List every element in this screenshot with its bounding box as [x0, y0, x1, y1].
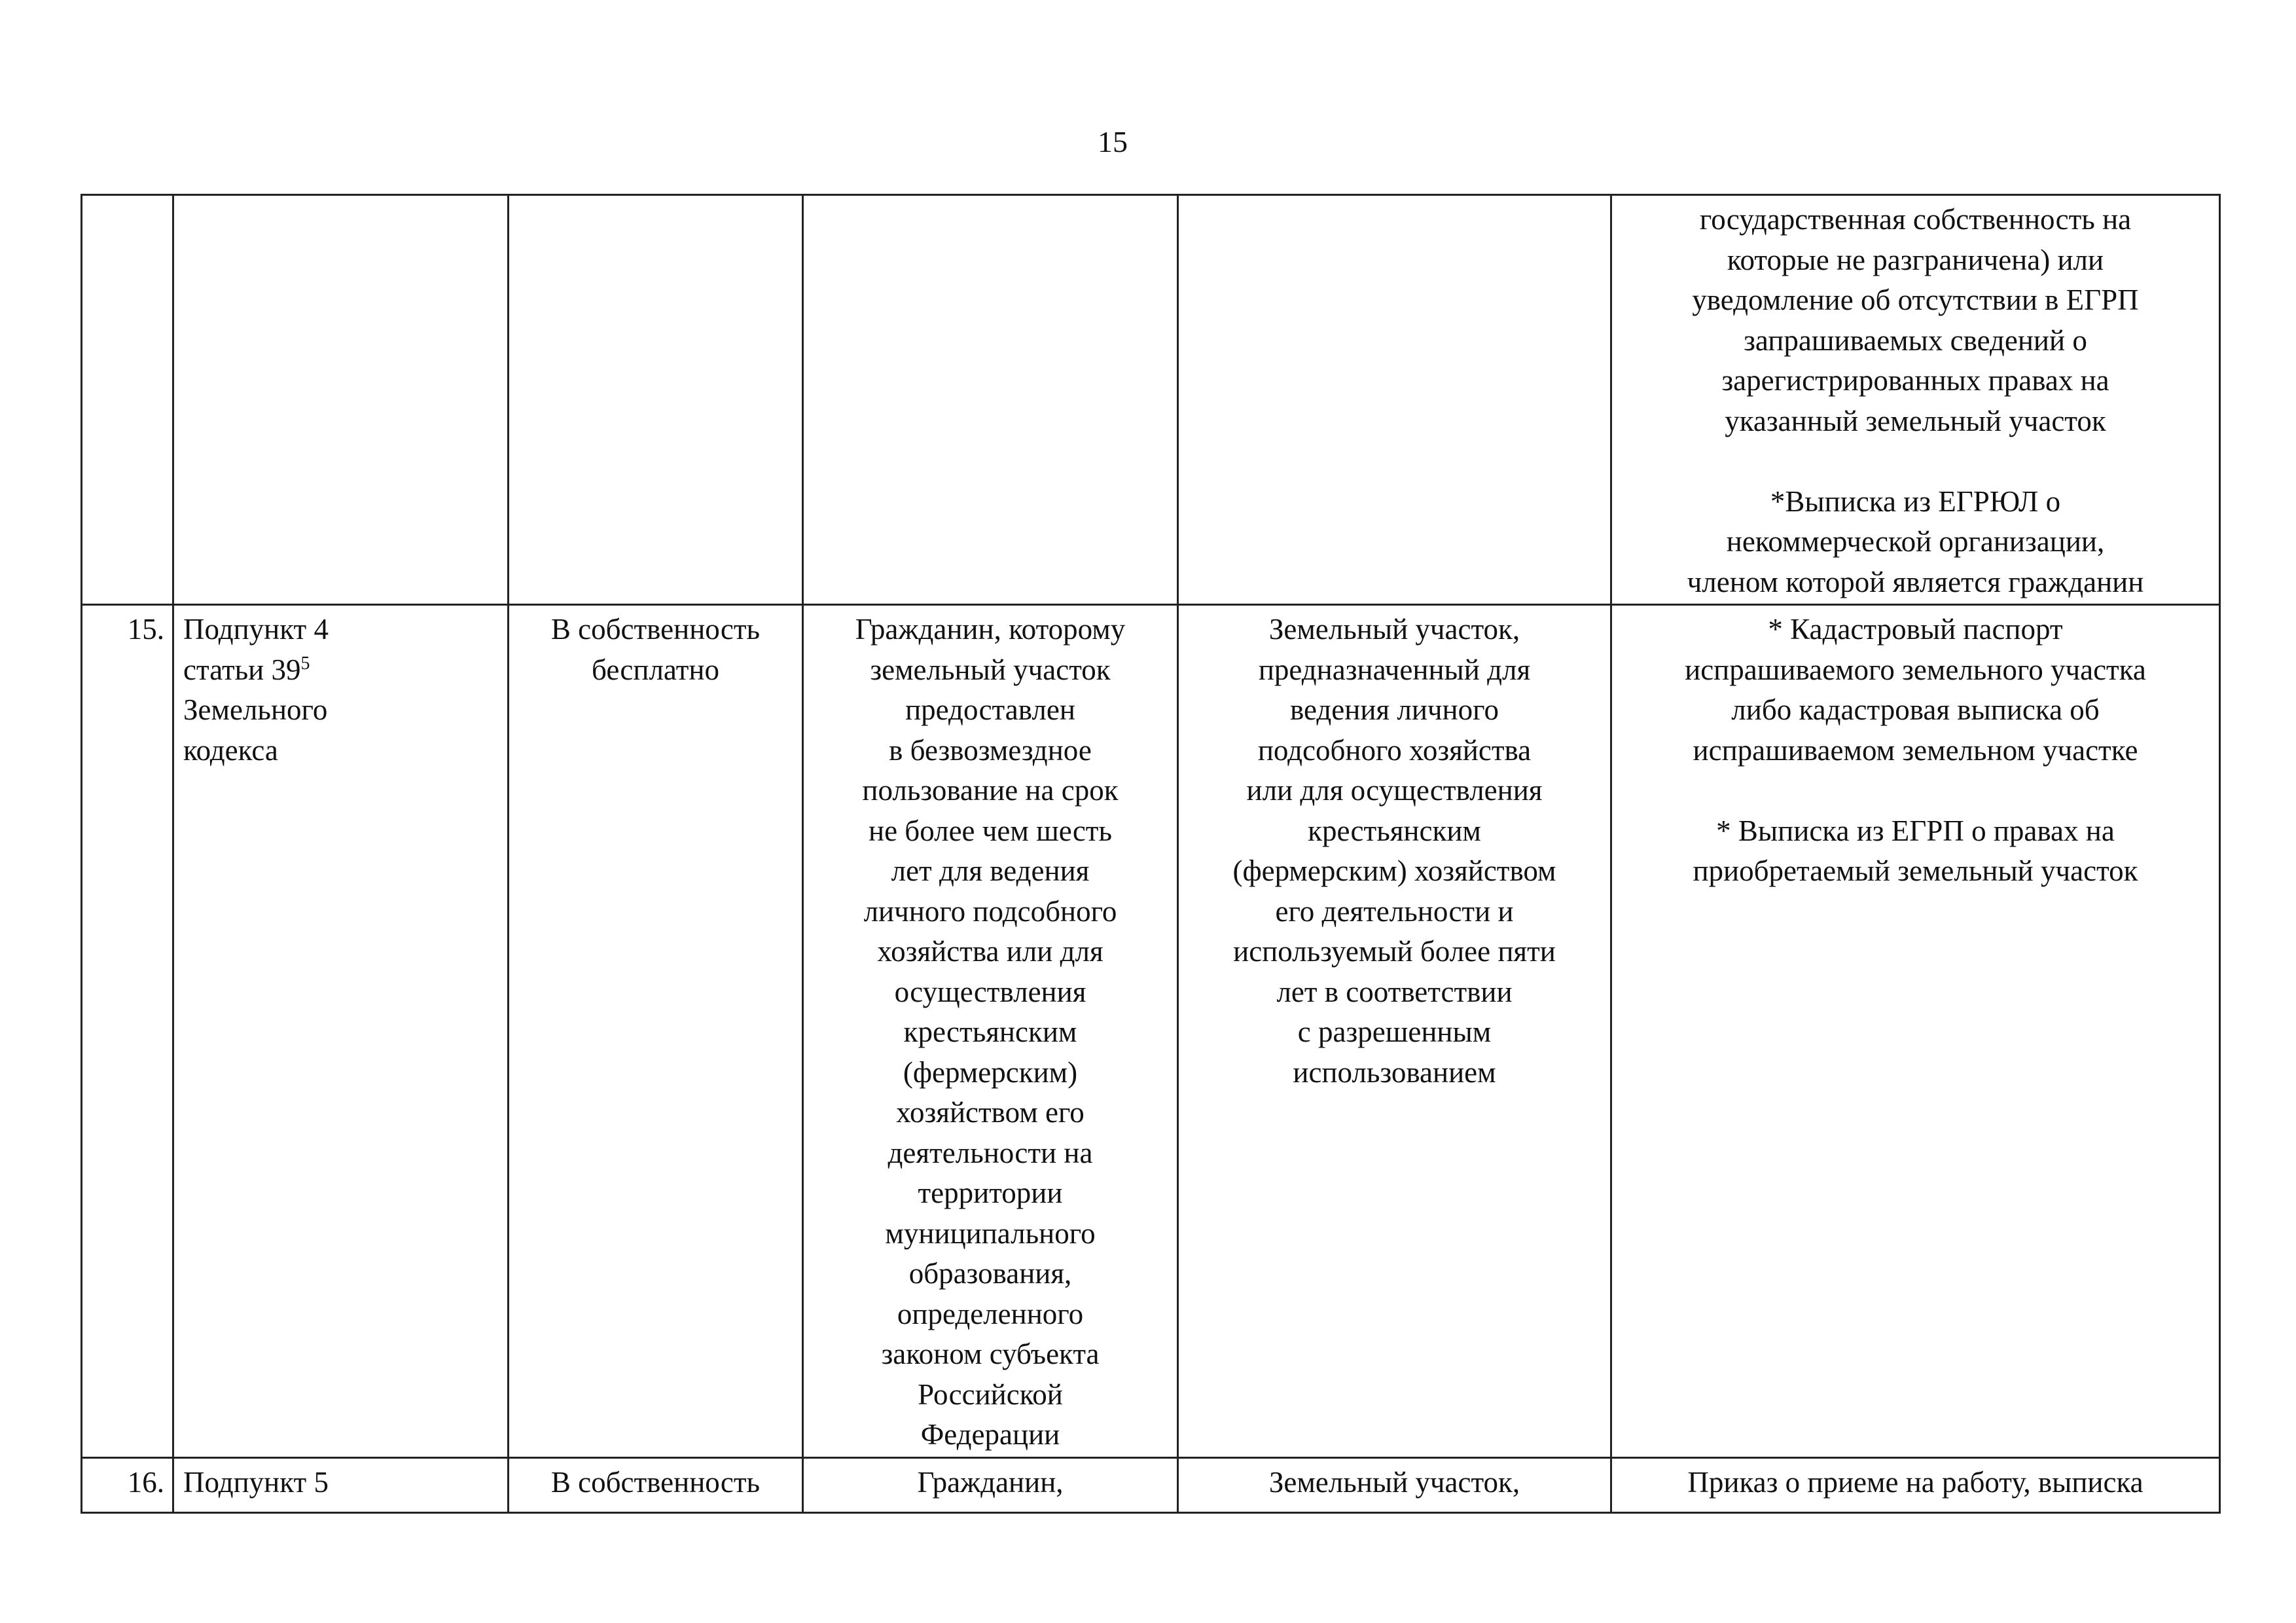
- land-provision-table: [81, 194, 2221, 1514]
- legal-basis-cell: [173, 195, 509, 605]
- applicant-line: лет для ведения: [891, 854, 1090, 887]
- document-line: уведомление об отсутствии в ЕГРП: [1692, 283, 2139, 316]
- applicant-line: Российской: [918, 1377, 1063, 1411]
- applicant-line: Федерации: [920, 1418, 1060, 1451]
- applicant-line: не более чем шесть: [869, 814, 1112, 847]
- page-number: 15: [1098, 125, 1128, 158]
- land-plot-line: использованием: [1293, 1055, 1496, 1089]
- required-documents-cell: [1611, 195, 2220, 605]
- table-row: [82, 195, 2220, 605]
- applicant-line: деятельности на: [888, 1136, 1093, 1169]
- applicant-line: крестьянским: [903, 1015, 1077, 1048]
- applicant-line: муниципального: [885, 1216, 1096, 1250]
- land-plot-line: (фермерским) хозяйством: [1232, 854, 1556, 887]
- legal-basis-line: Подпункт 4: [183, 613, 329, 646]
- applicant-line: (фермерским): [903, 1055, 1078, 1089]
- required-documents-cell: [1611, 1457, 2220, 1512]
- legal-basis-line: Подпункт 5: [183, 1465, 329, 1499]
- right-type-line: В собственность: [550, 613, 761, 646]
- applicant-line: образования,: [908, 1257, 1072, 1290]
- land-plot-line: крестьянским: [1308, 814, 1481, 847]
- applicant-line: определенного: [897, 1297, 1084, 1330]
- right-type-line: В собственность: [550, 1465, 761, 1499]
- document-line: указанный земельный участок: [1725, 404, 2106, 437]
- legal-basis-line: кодекса: [183, 733, 278, 767]
- document-line: которые не разграничена) или: [1727, 243, 2104, 276]
- applicant-line: предоставлен: [905, 693, 1075, 726]
- document-line: * Выписка из ЕГРП о правах на: [1716, 814, 2115, 847]
- applicant-cell: [803, 605, 1178, 1458]
- land-plot-line: ведения личного: [1290, 693, 1499, 726]
- document-line: членом которой является гражданин: [1687, 565, 2144, 598]
- applicant-line: хозяйства или для: [877, 935, 1103, 968]
- applicant-line: в безвозмездное: [889, 733, 1092, 767]
- applicant-line: Гражданин,: [917, 1465, 1064, 1499]
- applicant-line: законом субъекта: [881, 1338, 1100, 1370]
- table-row: [82, 605, 2220, 1458]
- land-plot-line: используемый более пяти: [1233, 935, 1556, 968]
- land-plot-cell: [1178, 605, 1611, 1458]
- document-line: либо кадастровая выписка об: [1731, 693, 2100, 726]
- applicant-line: земельный участок: [870, 653, 1111, 686]
- applicant-line: личного подсобного: [863, 894, 1117, 928]
- applicant-line: территории: [918, 1176, 1063, 1209]
- document-line: зарегистрированных правах на: [1721, 364, 2109, 397]
- applicant-line: хозяйством его: [896, 1096, 1085, 1129]
- applicant-line: Гражданин, которому: [855, 613, 1126, 646]
- document-line: испрашиваемого земельного участка: [1685, 653, 2146, 686]
- legal-basis-cell: [173, 605, 509, 1458]
- applicant-line: пользование на срок: [862, 774, 1119, 807]
- right-type-cell: [509, 605, 803, 1458]
- legal-basis-line: статьи $39^5$: [183, 653, 310, 686]
- row-number-cell: [82, 195, 173, 605]
- table-row: [82, 1457, 2220, 1512]
- document-line: приобретаемый земельный участок: [1693, 854, 2138, 887]
- land-plot-cell: [1178, 1457, 1611, 1512]
- document-line: некоммерческой организации,: [1726, 525, 2105, 558]
- land-plot-line: лет в соответствии: [1276, 975, 1513, 1008]
- document-line: запрашиваемых сведений о: [1744, 323, 2087, 357]
- document-line: * Кадастровый паспорт: [1768, 613, 2063, 646]
- land-plot-line: Земельный участок,: [1268, 1465, 1520, 1499]
- applicant-cell: [803, 195, 1178, 605]
- document-line: Приказ о приеме на работу, выписка: [1687, 1465, 2144, 1499]
- land-plot-cell: [1178, 195, 1611, 605]
- land-plot-line: или для осуществления: [1246, 774, 1543, 807]
- required-documents-cell: [1611, 605, 2220, 1458]
- row-number-cell: 16.: [82, 1457, 173, 1512]
- applicant-cell: [803, 1457, 1178, 1512]
- land-plot-line: с разрешенным: [1297, 1015, 1492, 1048]
- document-line: государственная собственность на: [1699, 203, 2132, 236]
- applicant-line: осуществления: [894, 975, 1086, 1008]
- article-superscript: 5: [300, 653, 310, 674]
- land-plot-line: его деятельности и: [1275, 894, 1514, 928]
- document-line: испрашиваемом земельном участке: [1693, 733, 2138, 767]
- right-type-line: бесплатно: [592, 653, 719, 686]
- right-type-cell: [509, 195, 803, 605]
- land-plot-line: предназначенный для: [1258, 653, 1531, 686]
- right-type-cell: [509, 1457, 803, 1512]
- land-plot-line: Земельный участок,: [1268, 613, 1520, 646]
- legal-basis-line: Земельного: [183, 693, 328, 726]
- row-number-cell: 15.: [82, 605, 173, 1458]
- document-line: *Выписка из ЕГРЮЛ о: [1770, 484, 2061, 518]
- legal-basis-cell: [173, 1457, 509, 1512]
- land-plot-line: подсобного хозяйства: [1257, 733, 1532, 767]
